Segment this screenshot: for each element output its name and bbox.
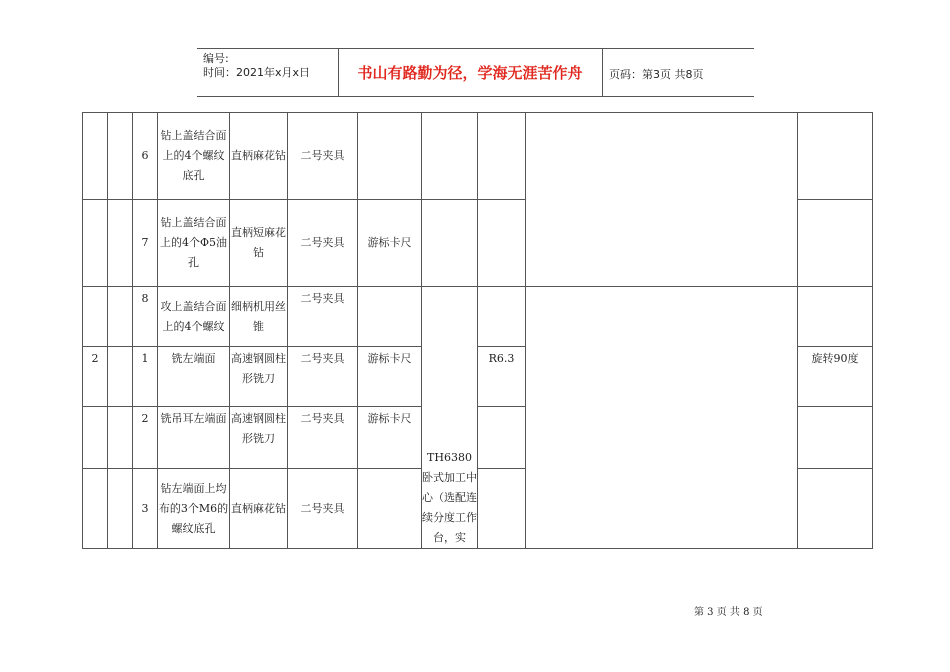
fixture-cell: 二号夹具: [288, 200, 358, 287]
gauge-cell: [358, 287, 422, 347]
date-label: 时间：2021年x月x日: [203, 66, 311, 79]
header-bottom-rule: [197, 96, 754, 97]
roughness-cell: [478, 407, 526, 469]
page-label: 页码：第3页 共8页: [609, 68, 704, 81]
fixture-cell: 二号夹具: [288, 287, 358, 347]
blank-cell: [108, 287, 133, 347]
motto-text: 书山有路勤为径，学海无涯苦作舟: [357, 63, 583, 82]
blank-cell: [108, 200, 133, 287]
tool-cell: 直柄麻花钻: [230, 113, 288, 200]
seq-cell: 2: [83, 347, 108, 407]
tool-cell: 高速钢圆柱形铣刀: [230, 347, 288, 407]
machine-cell: TH6380卧式加工中心（选配连续分度工作台，实: [422, 287, 478, 549]
blank-cell: [108, 469, 133, 549]
remark-cell: [526, 287, 798, 549]
blank-cell: [108, 347, 133, 407]
blank-cell: [108, 113, 133, 200]
note-cell: [798, 113, 873, 200]
gauge-cell: [358, 469, 422, 549]
content-cell: 钻左端面上均布的3个M6的螺纹底孔: [158, 469, 230, 549]
tool-cell: 直柄短麻花钻: [230, 200, 288, 287]
gauge-cell: 游标卡尺: [358, 407, 422, 469]
gauge-cell: [358, 113, 422, 200]
step-cell: 6: [133, 113, 158, 200]
step-cell: 3: [133, 469, 158, 549]
gauge-cell: 游标卡尺: [358, 200, 422, 287]
header-divider: [602, 48, 603, 96]
content-cell: 铣左端面: [158, 347, 230, 407]
fixture-cell: 二号夹具: [288, 347, 358, 407]
note-cell: [798, 469, 873, 549]
seq-cell: [83, 287, 108, 347]
roughness-cell: R6.3: [478, 347, 526, 407]
content-cell: 钻上盖结合面上的4个螺纹底孔: [158, 113, 230, 200]
table-row: [83, 113, 873, 200]
fixture-cell: 二号夹具: [288, 469, 358, 549]
gauge-cell: 游标卡尺: [358, 347, 422, 407]
note-cell: [798, 407, 873, 469]
note-cell: 旋转90度: [798, 347, 873, 407]
machine-cell-upper: [422, 113, 478, 200]
blank-cell: [108, 407, 133, 469]
remark-cell-upper: [526, 113, 798, 287]
tool-cell: 高速钢圆柱形铣刀: [230, 407, 288, 469]
table-row: [83, 287, 873, 347]
seq-cell: [83, 200, 108, 287]
serial-label: 编号:: [203, 52, 229, 65]
roughness-cell: [478, 113, 526, 200]
note-cell: [798, 287, 873, 347]
tool-cell: 直柄麻花钻: [230, 469, 288, 549]
note-cell: [798, 200, 873, 287]
roughness-cell: [478, 469, 526, 549]
roughness-cell: [478, 287, 526, 347]
seq-cell: [83, 113, 108, 200]
seq-cell: [83, 469, 108, 549]
step-cell: 2: [133, 407, 158, 469]
seq-cell: [83, 407, 108, 469]
fixture-cell: 二号夹具: [288, 113, 358, 200]
content-cell: 铣吊耳左端面: [158, 407, 230, 469]
process-table: [82, 112, 873, 549]
tool-cell: 细柄机用丝锥: [230, 287, 288, 347]
content-cell: 攻上盖结合面上的4个螺纹: [158, 287, 230, 347]
machine-cell-upper: [422, 200, 478, 287]
roughness-cell: [478, 200, 526, 287]
page-footer: 第 3 页 共 8 页: [694, 607, 763, 618]
step-cell: 8: [133, 287, 158, 347]
step-cell: 1: [133, 347, 158, 407]
step-cell: 7: [133, 200, 158, 287]
fixture-cell: 二号夹具: [288, 407, 358, 469]
content-cell: 钻上盖结合面上的4个Φ5油孔: [158, 200, 230, 287]
